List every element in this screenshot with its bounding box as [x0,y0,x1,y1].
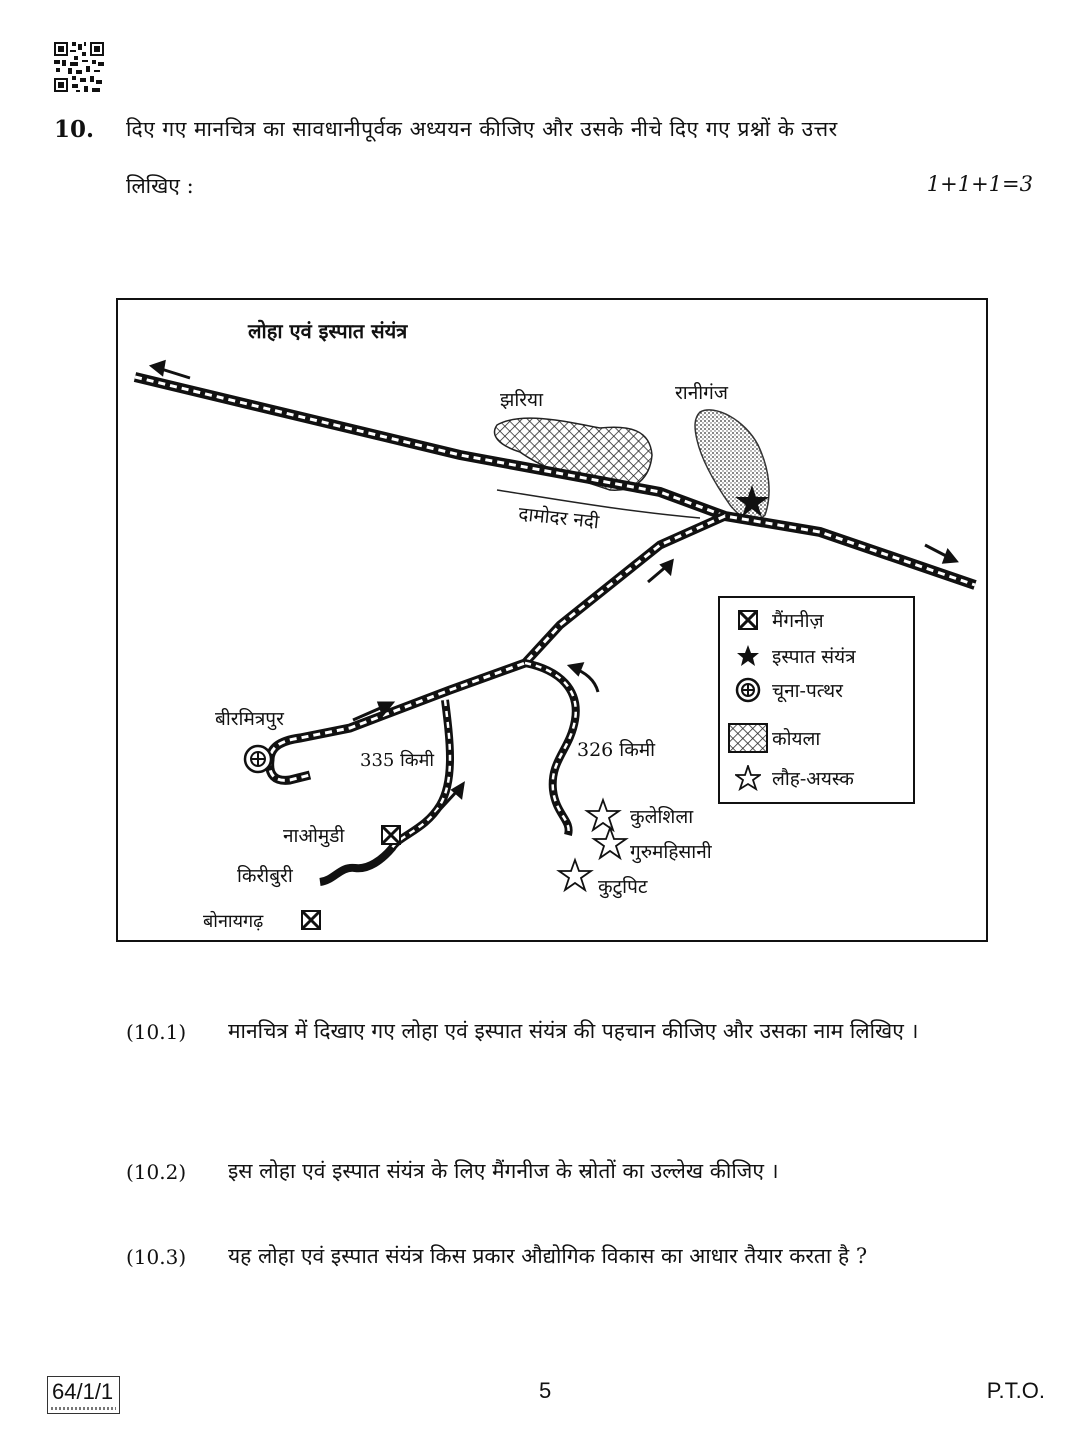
limestone-icon [728,677,768,703]
page-number: 5 [539,1378,552,1403]
paper-code: 64/1/1 [47,1376,120,1414]
label-jharia: झरिया [500,389,543,411]
label-damodar-river: दामोदर नदी [517,502,600,534]
marks-distribution: 1+1+1=3 [926,172,1033,196]
legend-label: लौह-अयस्क [772,768,854,790]
legend-label: चूना-पत्थर [772,680,843,702]
legend-item-steel-plant [728,642,856,670]
subquestion-text: यह लोहा एवं इस्पात संयंत्र किस प्रकार औद्योगिक विकास का आधार तैयार करता है ? [228,1244,868,1268]
legend-item-iron-ore [728,764,854,792]
question-number: 10. [54,116,95,143]
label-distance-326: 326 किमी [577,739,656,761]
label-birmitrapur: बीरमित्रपुर [215,708,284,730]
label-distance-335: 335 किमी [360,750,434,771]
subquestion-number: (10.3) [126,1245,187,1269]
question-text-continued: लिखिए : [126,174,194,198]
manganese-icon [302,911,320,929]
coal-icon [728,723,768,753]
legend-item-coal [728,724,820,752]
iron-ore-icon [728,765,768,791]
subquestion-text: मानचित्र में दिखाए गए लोहा एवं इस्पात संयंत्र की पहचान कीजिए और उसका नाम लिखिए । [228,1019,919,1043]
label-raniganj: रानीगंज [675,382,728,404]
legend-item-manganese [728,606,824,634]
legend-label: इस्पात संयंत्र [772,646,856,668]
manganese-icon [728,610,768,630]
legend-label: मैंगनीज़ [772,610,824,632]
subquestion-text: इस लोहा एवं इस्पात संयंत्र के लिए मैंगनीज के स्रोतों का उल्लेख कीजिए । [228,1159,779,1183]
label-naomundi: नाओमुडी [283,825,345,847]
label-gurumahisani: गुरुमहिसानी [630,841,712,863]
label-bonaigarh: बोनायगढ़ [203,911,264,932]
steel-plant-icon [728,644,768,668]
legend-label: कोयला [772,728,821,750]
map-title: लोहा एवं इस्पात संयंत्र [248,319,408,343]
label-kutupit: कुटुपिट [598,876,648,898]
main-railway [135,377,975,585]
manganese-icon [382,826,400,844]
question-text: दिए गए मानचित्र का सावधानीपूर्वक अध्ययन कीजिए और उसके नीचे दिए गए प्रश्नों के उत्तर [126,117,838,141]
label-kiriburi: किरीबुरी [237,865,293,887]
limestone-icon [245,746,271,772]
legend-item-limestone [728,676,843,704]
subquestion-number: (10.2) [126,1160,187,1184]
label-kuleshila: कुलेशिला [630,806,694,828]
map-legend [718,596,915,804]
subquestion-number: (10.1) [126,1020,187,1044]
please-turn-over: P.T.O. [986,1378,1045,1403]
